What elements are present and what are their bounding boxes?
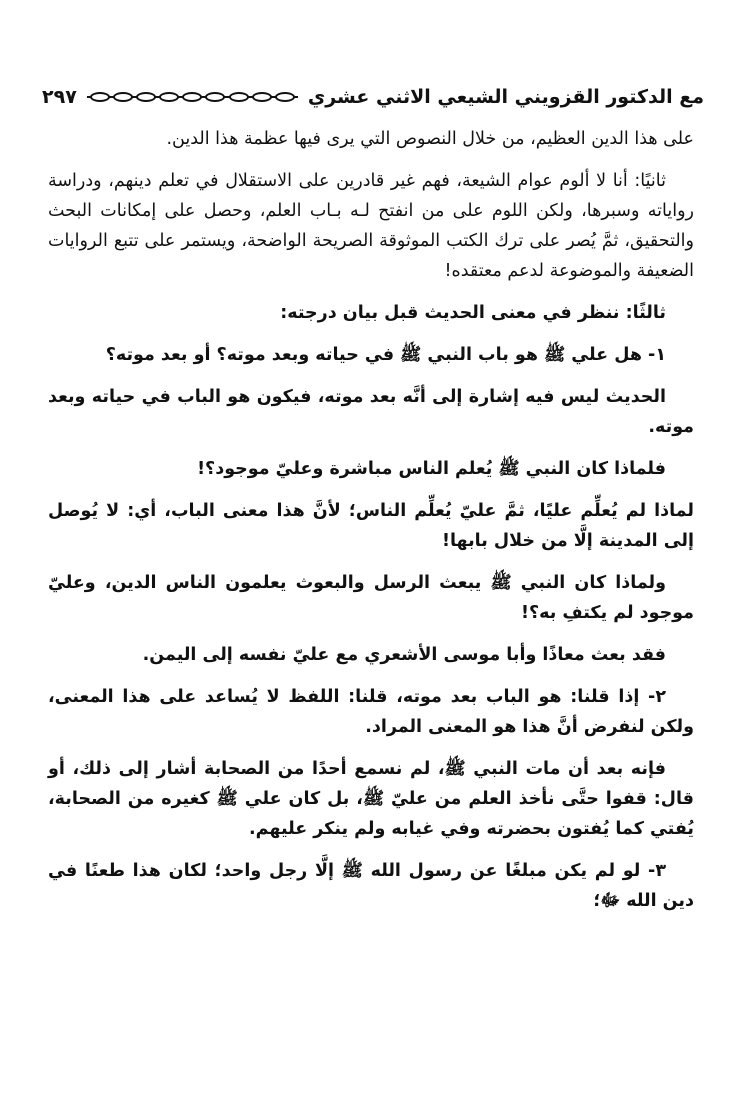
paragraph-point-2: ٢- إذا قلنا: هو الباب بعد موته، قلنا: اللفظ لا يُساعد على هذا المعنى، ولكن لنفرض أنَّ هذا هو المعنى المراد. — [48, 687, 694, 737]
page-number: ٢٩٧ — [42, 86, 77, 108]
paragraph-question-why: فلماذا كان النبي ﷺ يُعلم الناس مباشرة وعليّ موجود؟! — [197, 459, 666, 479]
paragraph-yemen: فقد بعث معاذًا وأبا موسى الأشعري مع عليّ نفسه إلى اليمن. — [142, 645, 666, 665]
paragraph-messengers: ولماذا كان النبي ﷺ يبعث الرسل والبعوث يعلمون الناس الدين، وعليّ موجود لم يكتفِ به؟! — [48, 573, 694, 623]
paragraph-point-3: ٣- لو لم يكن مبلغًا عن رسول الله ﷺ إلَّا رجل واحد؛ لكان هذا طعنًا في دين الله ﷻ؛ — [48, 861, 694, 911]
paragraph-continuation: على هذا الدين العظيم، من خلال النصوص التي يرى فيها عظمة هذا الدين. — [166, 129, 694, 149]
paragraph-meaning-of-gate: لماذا لم يُعلِّم عليًا، ثمَّ عليّ يُعلِّم الناس؛ لأنَّ هذا معنى الباب، أي: لا يُوصل إلى المدينة إلَّا من خلال بابها! — [48, 501, 694, 551]
paragraph-question-1: ١- هل علي ﷺ هو باب النبي ﷺ في حياته وبعد موته؟ أو بعد موته؟ — [105, 345, 666, 365]
header-ornament-icon — [87, 90, 298, 104]
running-title: مع الدكتور القزويني الشيعي الاثني عشري — [307, 86, 704, 108]
paragraph-answer-1: الحديث ليس فيه إشارة إلى أنَّه بعد موته، فيكون هو الباب في حياته وبعد موته. — [48, 387, 694, 437]
page-header — [42, 78, 704, 116]
paragraph-third-point: ثالثًا: ننظر في معنى الحديث قبل بيان درجته: — [280, 303, 666, 323]
page-body — [48, 124, 694, 928]
paragraph-after-death: فإنه بعد أن مات النبي ﷺ، لم نسمع أحدًا من الصحابة أشار إلى ذلك، أو قال: قفوا حتَّى نأخذ العلم من عليّ ﷺ، بل كان علي ﷺ كغيره من الصحابة، يُفتي كما يُفتون بحضرته وفي غيابه ولم ينكر عليهم. — [48, 759, 694, 839]
paragraph-second-point: ثانيًا: أنا لا ألوم عوام الشيعة، فهم غير قادرين على الاستقلال في تعلم دينهم، ودراسة رواياته وسبرها، ولكن اللوم على من انفتح لـه بـاب العلم، وحصل على إمكانات البحث والتحقيق، ثمَّ يُصر على ترك الكتب الموثوقة الصريحة الواضحة، ويستمر على تتبع الروايات الضعيفة والموضوعة لدعم معتقده! — [48, 171, 694, 281]
